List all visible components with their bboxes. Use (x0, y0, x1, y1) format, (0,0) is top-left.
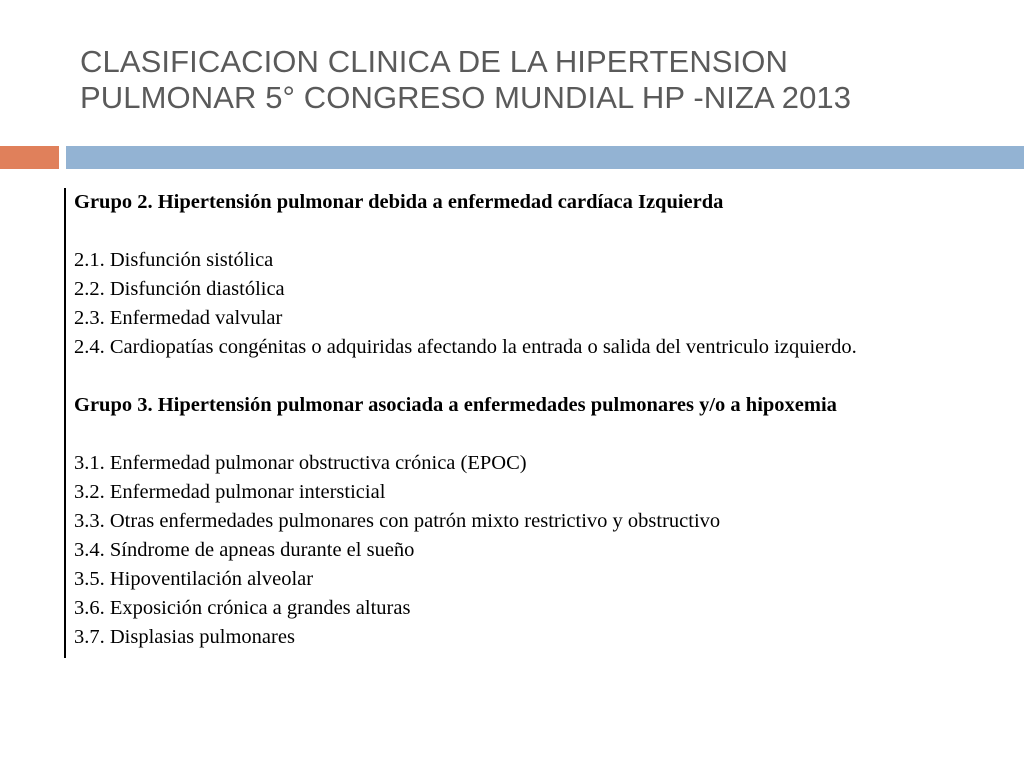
group-3-item: 3.3. Otras enfermedades pulmonares con patrón mixto restrictivo y obstructivo (74, 510, 721, 532)
group-3-heading: Grupo 3. Hipertensión pulmonar asociada a enfermedades pulmonares y/o a hipoxemia (74, 394, 837, 416)
group-2-item: 2.4. Cardiopatías congénitas o adquiridas afectando la entrada o salida del ventriculo izquierdo. (74, 336, 857, 358)
classification-content (74, 188, 979, 652)
classification-image (64, 188, 984, 658)
group-2-item: 2.3. Enfermedad valvular (74, 307, 283, 329)
group-2-item: 2.2. Disfunción diastólica (74, 278, 285, 300)
group-3-item: 3.4. Síndrome de apneas durante el sueño (74, 539, 415, 561)
group-2-heading: Grupo 2. Hipertensión pulmonar debida a enfermedad cardíaca Izquierda (74, 191, 724, 213)
group-3-item: 3.2. Enfermedad pulmonar intersticial (74, 481, 386, 503)
group-3-item: 3.7. Displasias pulmonares (74, 626, 295, 648)
spacer (74, 362, 979, 391)
group-3-item: 3.6. Exposición crónica a grandes alturas (74, 597, 411, 619)
slide-title-line-1: CLASIFICACION CLINICA DE LA HIPERTENSION (80, 44, 788, 79)
group-3-item: 3.1. Enfermedad pulmonar obstructiva crónica (EPOC) (74, 452, 527, 474)
slide-title (80, 44, 1000, 116)
accent-bar-orange (0, 146, 59, 169)
spacer (74, 420, 979, 449)
group-3-item: 3.5. Hipoventilación alveolar (74, 568, 314, 590)
accent-bar-blue (66, 146, 1024, 169)
group-2-item: 2.1. Disfunción sistólica (74, 249, 274, 271)
slide-title-line-2: PULMONAR 5° CONGRESO MUNDIAL HP -NIZA 2013 (80, 80, 852, 115)
spacer (74, 217, 979, 246)
